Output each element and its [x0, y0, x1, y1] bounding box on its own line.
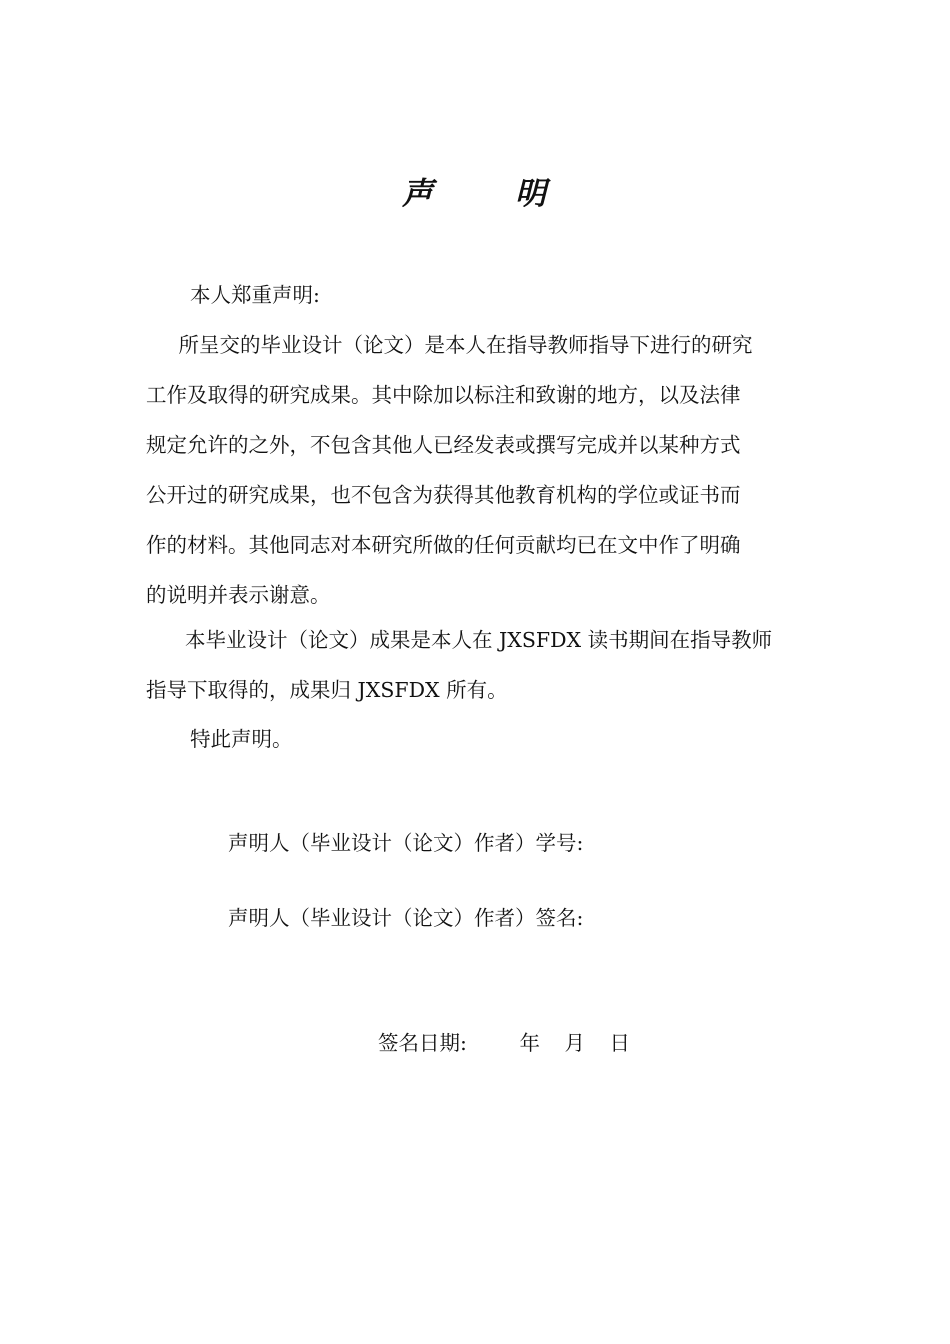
paragraph-1-line: 公开过的研究成果，也不包含为获得其他教育机构的学位或证书而	[146, 483, 741, 507]
paragraph-1-line: 作的材料。其他同志对本研究所做的任何贡献均已在文中作了明确	[146, 533, 741, 557]
closing-text: 特此声明。	[190, 727, 293, 751]
page-title	[0, 172, 950, 222]
paragraph-1-line: 工作及取得的研究成果。其中除加以标注和致谢的地方，以及法律	[146, 383, 741, 407]
date-day: 日	[609, 1031, 631, 1055]
paragraph-2-line: 指导下取得的，成果归 JXSFDX 所有。	[146, 678, 508, 702]
declaration-paragraph-2	[146, 615, 806, 715]
date-year: 年	[519, 1031, 540, 1055]
intro-paragraph	[146, 270, 806, 320]
intro-text: 本人郑重声明:	[190, 283, 320, 307]
paragraph-1-line: 规定允许的之外，不包含其他人已经发表或撰写完成并以某种方式	[146, 433, 741, 457]
signature-line	[228, 898, 583, 938]
student-id-label: 声明人（毕业设计（论文）作者）学号:	[228, 831, 584, 855]
title-char-2: 明	[515, 176, 546, 212]
declaration-paragraph-1	[146, 320, 806, 620]
signature-date-line	[378, 1023, 630, 1063]
date-label: 签名日期:	[378, 1031, 467, 1055]
date-month: 月	[564, 1031, 585, 1055]
paragraph-1-line: 的说明并表示谢意。	[146, 583, 331, 607]
paragraph-1-line: 所呈交的毕业设计（论文）是本人在指导教师指导下进行的研究	[158, 333, 753, 357]
title-char-1: 声	[402, 176, 433, 212]
signature-label: 声明人（毕业设计（论文）作者）签名:	[228, 906, 584, 930]
closing-paragraph	[146, 714, 806, 764]
student-id-line	[228, 823, 583, 863]
paragraph-2-line: 本毕业设计（论文）成果是本人在 JXSFDX 读书期间在指导教师	[144, 628, 773, 652]
